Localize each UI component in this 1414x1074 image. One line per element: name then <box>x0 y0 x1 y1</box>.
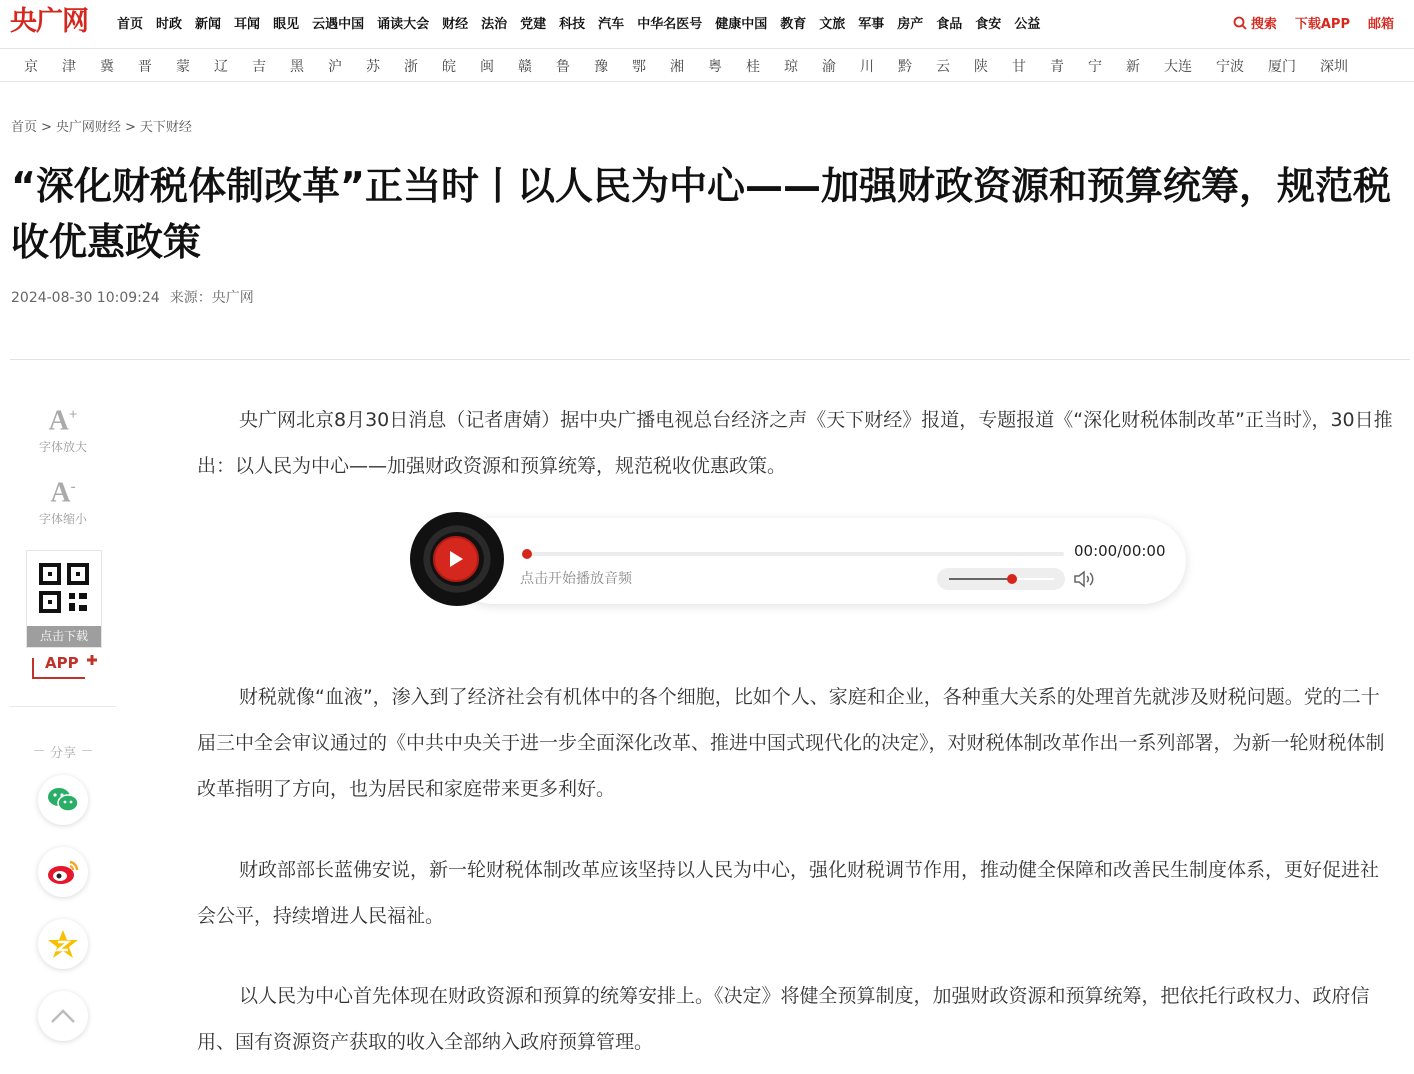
search-label: 搜索 <box>1250 17 1277 32</box>
region-item[interactable]: 宁波 <box>1216 59 1244 75</box>
audio-player-bar <box>450 518 1186 604</box>
nav-item[interactable]: 法治 <box>481 17 508 32</box>
nav-item[interactable]: 科技 <box>559 17 586 32</box>
region-item[interactable]: 鄂 <box>632 59 646 75</box>
tools-divider <box>10 706 116 707</box>
breadcrumb-finance[interactable]: 央广网财经 <box>55 120 121 135</box>
nav-item[interactable]: 文旅 <box>819 17 846 32</box>
top-nav-bar <box>0 0 1414 46</box>
nav-item[interactable]: 眼见 <box>273 17 300 32</box>
article-title: “深化财税体制改革”正当时丨以人民为中心——加强财政资源和预算统筹，规范税收优惠政策 <box>11 164 1391 264</box>
region-item[interactable]: 辽 <box>214 59 228 75</box>
region-item[interactable]: 鲁 <box>556 59 570 75</box>
main-nav <box>117 13 1053 32</box>
site-logo[interactable]: 央广网 <box>10 6 88 37</box>
volume-knob[interactable] <box>1007 574 1017 584</box>
font-decrease-label: 字体缩小 <box>38 512 87 527</box>
share-weibo-button[interactable] <box>38 847 88 897</box>
weibo-icon <box>46 857 80 887</box>
font-increase-button[interactable] <box>10 400 116 455</box>
nav-item[interactable]: 汽车 <box>598 17 625 32</box>
font-decrease-button[interactable] <box>10 472 116 527</box>
share-qzone-button[interactable] <box>38 919 88 969</box>
speaker-icon[interactable] <box>1073 569 1097 589</box>
region-item[interactable]: 陕 <box>974 59 988 75</box>
region-item[interactable]: 厦门 <box>1268 59 1296 75</box>
article-paragraph-3: 财政部部长蓝佛安说，新一轮财税体制改革应该坚持以人民为中心，强化财税调节作用，推动健全保障和改善民生制度体系，更好促进社会公平，持续增进人民福祉。 <box>197 859 1380 927</box>
qr-code-icon <box>39 563 89 613</box>
share-wechat-button[interactable] <box>38 775 88 825</box>
audio-hint: 点击开始播放音频 <box>520 571 632 587</box>
article-paragraph-2: 财税就像“血液”，渗入到了经济社会有机体中的各个细胞，比如个人、家庭和企业，各种重大关系的处理首先就涉及财税问题。党的二十届三中全会审议通过的《中共中央关于进一步全面深化改革、推进中国式现代化的决定》，对财税体制改革作出一系列部署，为新一轮财税体制改革指明了方向，也为居民和家庭带来更多利好。 <box>197 686 1385 800</box>
app-badge[interactable] <box>30 652 102 680</box>
header-divider <box>10 359 1410 360</box>
audio-player <box>410 512 1188 608</box>
region-item[interactable]: 宁 <box>1088 59 1102 75</box>
nav-right-links <box>1233 13 1394 32</box>
region-item[interactable]: 冀 <box>100 59 114 75</box>
font-increase-icon: A+ <box>48 405 78 437</box>
region-item[interactable]: 川 <box>860 59 874 75</box>
app-badge-label: APP <box>45 654 79 672</box>
region-list <box>24 56 1372 76</box>
region-item[interactable]: 桂 <box>746 59 760 75</box>
mail-link[interactable]: 邮箱 <box>1367 17 1394 32</box>
play-button[interactable] <box>433 536 479 582</box>
app-qr-download[interactable] <box>26 550 102 648</box>
region-item[interactable]: 青 <box>1050 59 1064 75</box>
nav-item[interactable]: 党建 <box>520 17 547 32</box>
font-increase-label: 字体放大 <box>38 440 87 455</box>
region-item[interactable]: 吉 <box>252 59 266 75</box>
breadcrumb: 首页 > 央广网财经 > 天下财经 <box>11 120 192 135</box>
region-item[interactable]: 黔 <box>898 59 912 75</box>
region-item[interactable]: 豫 <box>594 59 608 75</box>
region-item[interactable]: 新 <box>1126 59 1140 75</box>
region-item[interactable]: 蒙 <box>176 59 190 75</box>
nav-item[interactable]: 教育 <box>780 17 807 32</box>
region-item[interactable]: 大连 <box>1164 59 1192 75</box>
region-item[interactable]: 苏 <box>366 59 380 75</box>
article-paragraph-4: 以人民为中心首先体现在财政资源和预算的统筹安排上。《决定》将健全预算制度，加强财政资源和预算统筹，把依托行政权力、政府信用、国有资源资产获取的收入全部纳入政府预算管理。 <box>197 985 1370 1053</box>
progress-knob[interactable] <box>522 549 532 559</box>
nav-item[interactable]: 中华名医号 <box>637 17 703 32</box>
nav-item[interactable]: 首页 <box>117 17 144 32</box>
publish-date: 2024-08-30 10:09:24 <box>11 290 160 306</box>
audio-progress-bar[interactable] <box>524 552 1064 556</box>
volume-slider[interactable] <box>937 568 1065 590</box>
nav-item[interactable]: 食品 <box>936 17 963 32</box>
region-item[interactable]: 闽 <box>480 59 494 75</box>
font-decrease-icon: A- <box>50 477 76 509</box>
nav-item[interactable]: 时政 <box>156 17 183 32</box>
nav-item[interactable]: 新闻 <box>195 17 222 32</box>
share-title: 分享 <box>34 742 92 761</box>
nav-item[interactable]: 耳闻 <box>234 17 261 32</box>
back-to-top-button[interactable] <box>38 991 88 1041</box>
breadcrumb-home[interactable]: 首页 <box>11 120 38 135</box>
region-nav <box>0 48 1414 82</box>
search-link[interactable] <box>1233 13 1277 32</box>
region-item[interactable]: 沪 <box>328 59 342 75</box>
article-paragraph-1: 央广网北京8月30日消息（记者唐婧）据中央广播电视总台经济之声《天下财经》报道，专题报道《“深化财税体制改革”正当时》，30日推出：以人民为中心——加强财政资源和预算统筹，规范税收优惠政策。 <box>197 409 1393 477</box>
region-item[interactable]: 黑 <box>290 59 304 75</box>
region-item[interactable]: 浙 <box>404 59 418 75</box>
nav-item[interactable]: 健康中国 <box>715 17 768 32</box>
region-item[interactable]: 京 <box>24 59 38 75</box>
nav-item[interactable]: 军事 <box>858 17 885 32</box>
nav-item[interactable]: 财经 <box>442 17 469 32</box>
region-item[interactable]: 赣 <box>518 59 532 75</box>
search-icon <box>1233 16 1247 30</box>
nav-item[interactable]: 食安 <box>975 17 1002 32</box>
region-item[interactable]: 晋 <box>138 59 152 75</box>
download-app-link[interactable]: 下载APP <box>1294 17 1350 32</box>
wechat-icon <box>46 785 80 815</box>
article-source: 来源：央广网 <box>169 290 254 306</box>
region-item[interactable]: 甘 <box>1012 59 1026 75</box>
region-item[interactable]: 皖 <box>442 59 456 75</box>
play-icon <box>448 550 464 568</box>
article-meta <box>11 287 254 307</box>
qzone-icon <box>47 929 79 959</box>
region-item[interactable]: 云 <box>936 59 950 75</box>
nav-item[interactable]: 云遇中国 <box>312 17 365 32</box>
region-item[interactable]: 湘 <box>670 59 684 75</box>
region-item[interactable]: 深圳 <box>1320 59 1348 75</box>
nav-item[interactable]: 诵读大会 <box>377 17 430 32</box>
chevron-up-icon <box>50 1008 76 1024</box>
nav-item[interactable]: 公益 <box>1014 17 1041 32</box>
qr-download-label: 点击下载 <box>27 626 101 647</box>
region-item[interactable]: 津 <box>62 59 76 75</box>
breadcrumb-tianxia[interactable]: 天下财经 <box>139 120 192 135</box>
volume-fill <box>949 578 1012 580</box>
region-item[interactable]: 琼 <box>784 59 798 75</box>
region-item[interactable]: 粤 <box>708 59 722 75</box>
nav-item[interactable]: 房产 <box>897 17 924 32</box>
region-item[interactable]: 渝 <box>822 59 836 75</box>
audio-time: 00:00/00:00 <box>1074 542 1166 560</box>
